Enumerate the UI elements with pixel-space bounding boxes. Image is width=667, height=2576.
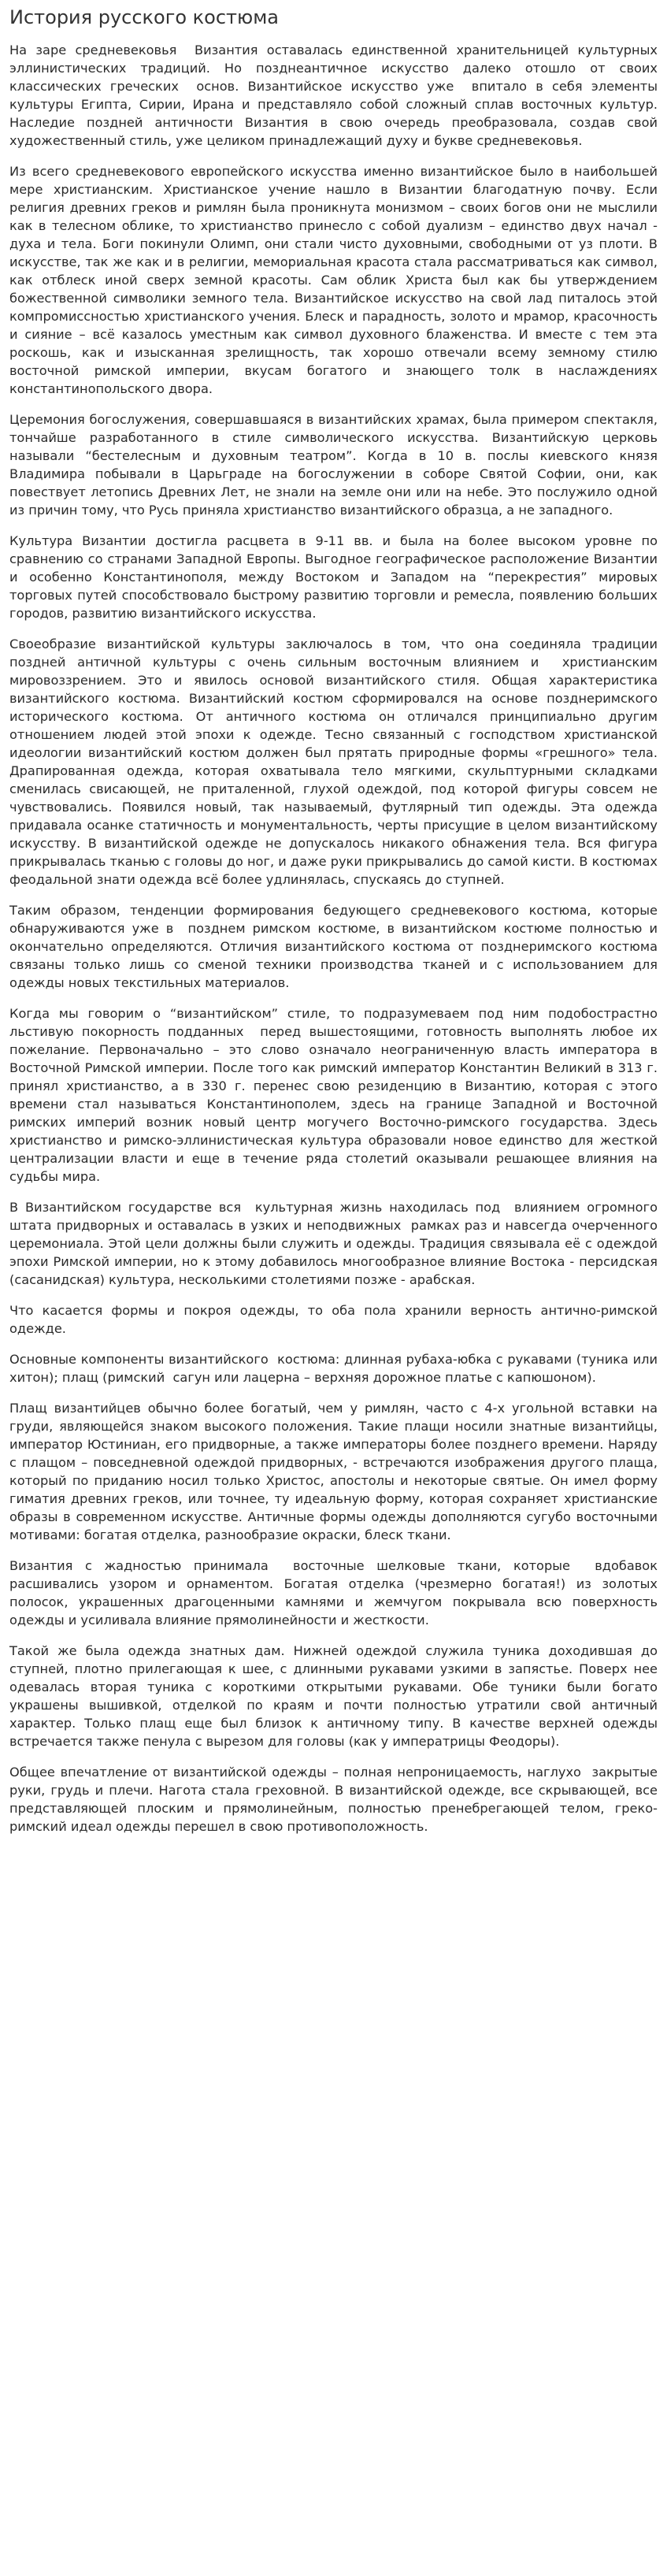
paragraph-9: Что касается формы и покроя одежды, то оба пола хранили верность антично-римской одежде. xyxy=(9,1303,662,1337)
paragraph-3: Церемония богослужения, совершавшаяся в византийских храмах, была примером спектакля, тончайше разработанного в стиле символического искусства. Византийскую церковь называли “бестелесным и духовным театром”. Когда в 10 в. послы киевского князя Владимира побывали в Царьграде на богослужении в соборе Святой Софии, они, как повествует летопись Древних Лет, не знали на земле они или на небе. Это послужило одной из причин тому, что Русь приняла христианство византийского образца, а не западного. xyxy=(9,412,662,518)
paragraph-6: Таким образом, тенденции формирования бедующего средневекового костюма, которые обнаруживаются уже в позднем римском костюме, в византийском костюме полностью и окончательно определяются. Отличия византийского костюма от позднеримского костюма связаны только лишь со сменой техники производства тканей и с использованием для одежды новых текстильных материалов. xyxy=(9,903,666,991)
article-body xyxy=(9,41,666,1835)
paragraph-1: На заре средневековья Византия оставалась единственной хранительницей культурных эллинистических традиций. Но позднеантичное искусство далеко отошло от своих классических греческих основ. Византийское искусство уже впитало в себя элементы культуры Египта, Сирии, Ирана и представляло собой сложный сплав восточных культур. Наследие поздней античности Византия в свою очередь преобразовала, создав свой художественный стиль, уже целиком принадлежащий духу и букве средневековья. xyxy=(9,43,662,149)
paragraph-7: Когда мы говорим о “византийском” стиле, то подразумеваем под ним подобострастно льстивую покорность подданных перед вышестоящими, готовность выполнять любое их пожелание. Первоначально – это слово означало неограниченную власть императора в Восточной Римской империи. После того как римский император Константин Великий в 313 г. принял христианство, а в 330 г. перенес свою резиденцию в Византию, которая с этого времени стал называться Константинополем, здесь на границе Западной и Восточной римских империй возник новый центр могучего Восточно-римского государства. Здесь христианство и римско-эллинистическая культура образовали новое единство для жесткой централизации власти и еще в течение ряда столетий оказывали решающее влияния на судьбы мира. xyxy=(9,1006,662,1185)
paragraph-14: Общее впечатление от византийской одежды – полная непроницаемость, наглухо закрытые руки, грудь и плечи. Нагота стала греховной. В византийской одежде, все скрывающей, все представляющей плоским и прямолинейным, полностью пренебрегающей телом, греко-римский идеал одежды перешел в свою противоположность. xyxy=(9,1765,662,1835)
paragraph-13: Такой же была одежда знатных дам. Нижней одеждой служила туника доходившая до ступней, плотно прилегающая к шее, с длинными рукавами узкими в запястье. Поверх нее одевалась вторая туника с короткими открытыми рукавами. Обе туники были богато украшены вышивкой, отделкой по краям и почти полностью утратили свой античный характер. Только плащ еще был близок к античному типу. В качестве верхней одежды встречается также пенула с вырезом для головы (как у императрицы Феодоры). xyxy=(9,1643,662,1750)
paragraph-10: Основные компоненты византийского костюма: длинная рубаха-юбка с рукавами (туника или хитон); плащ (римский сагун или лацерна – верхняя дорожное платье с капюшоном). xyxy=(9,1352,662,1386)
paragraph-11: Плащ византийцев обычно более богатый, чем у римлян, часто с 4-х угольной вставки на груди, являющейся знаком высокого положения. Такие плащи носили знатные византийцы, император Юстиниан, его придворные, а также императоры более позднего времени. Наряду с плащом – повседневной одеждой придворных, - встречаются изображения другого плаща, который по приданию носил только Христос, апостолы и некоторые святые. Он имел форму гиматия древних греков, или точнее, ту идеальную форму, которая сохраняет христианские образы в современном искусстве. Античные формы одежды дополняются сугубо восточными мотивами: богатая отделка, разнообразие окраски, блеск ткани. xyxy=(9,1401,662,1543)
page-title: История русского костюма xyxy=(9,6,280,28)
paragraph-5: Своеобразие византийской культуры заключалось в том, что она соединяла традиции поздней античной культуры с очень сильным восточным влиянием и христианским мировоззрением. Это и явилось основой византийского стиля. Общая характеристика византийского костюма. Византийский костюм сформировался на основе позднеримского исторического костюма. От античного костюма он отличался принципиально другим отношением людей этой эпохи к одежде. Тесно связанный с господством христианской идеологии византийский костюм должен был прятать природные формы «грешного» тела. Драпированная одежда, которая охватывала тело мягкими, скульптурными складками сменилась свисающей, не приталенной, глухой одеждой, под которой фигуры совсем не чувствовались. Появился новый, так называемый, футлярный тип одежды. Эта одежда придавала осанке статичность и монументальность, черты присущие в целом византийскому искусству. В византийской одежде не допускалось никакого обнажения тела. Вся фигура прикрывалась тканью с головы до ног, и даже руки прикрывались до самой кисти. В костюмах феодальной знати одежда всё более удлинялась, спускаясь до ступней. xyxy=(9,637,662,888)
paragraph-8: В Византийском государстве вся культурная жизнь находилась под влиянием огромного штата придворных и оставалась в узких и неподвижных рамках раз и навсегда очерченного церемониала. Этой цели должны были служить и одежды. Традиция связывала её с одеждой эпохи Римской империи, но к этому добавилось многообразное влияние Востока - персидская (сасанидская) культура, несколькими столетиями позже - арабская. xyxy=(9,1200,662,1288)
paragraph-4: Культура Византии достигла расцвета в 9-11 вв. и была на более высоком уровне по сравнению со странами Западной Европы. Выгодное географическое расположение Византии и особенно Константинополя, между Востоком и Западом на “перекрестия” мировых торговых путей способствовало быстрому развитию торговли и ремесла, появлению больших городов, развитию византийского искусства. xyxy=(9,533,662,622)
paragraph-12: Византия с жадностью принимала восточные шелковые ткани, которые вдобавок расшивались узором и орнаментом. Богатая отделка (чрезмерно богатая!) из золотых полосок, украшенных драгоценными камнями и жемчугом покрывала всю поверхность одежды и усиливала влияние прямолинейности и жесткости. xyxy=(9,1558,662,1628)
paragraph-2: Из всего средневекового европейского искусства именно византийское было в наибольшей мере христианским. Христианское учение нашло в Византии благодатную почву. Если религия древних греков и римлян была проникнута монизмом – своих богов они не мыслили как в телесном облике, то христианство принесло с собой дуализм – единство двух начал - духа и тела. Боги покинули Олимп, они стали чисто духовными, свободными от уз плоти. В искусстве, так же как и в религии, мемориальная красота стала рассматриваться как символ, как отблеск иной сверх земной красоты. Сам облик Христа был как бы утверждением божественной символики земного тела. Византийское искусство на свой лад питалось этой компромиссностью христианского учения. Блеск и парадность, золото и мрамор, красочность и сияние – всё казалось уместным как символ духовного блаженства. И вместе с тем эта роскошь, как и изысканная зрелищность, так хорошо отвечали всему земному стилю восточной римской империи, вкусам богатого и знающего толк в наслаждениях константинопольского двора. xyxy=(9,164,662,397)
